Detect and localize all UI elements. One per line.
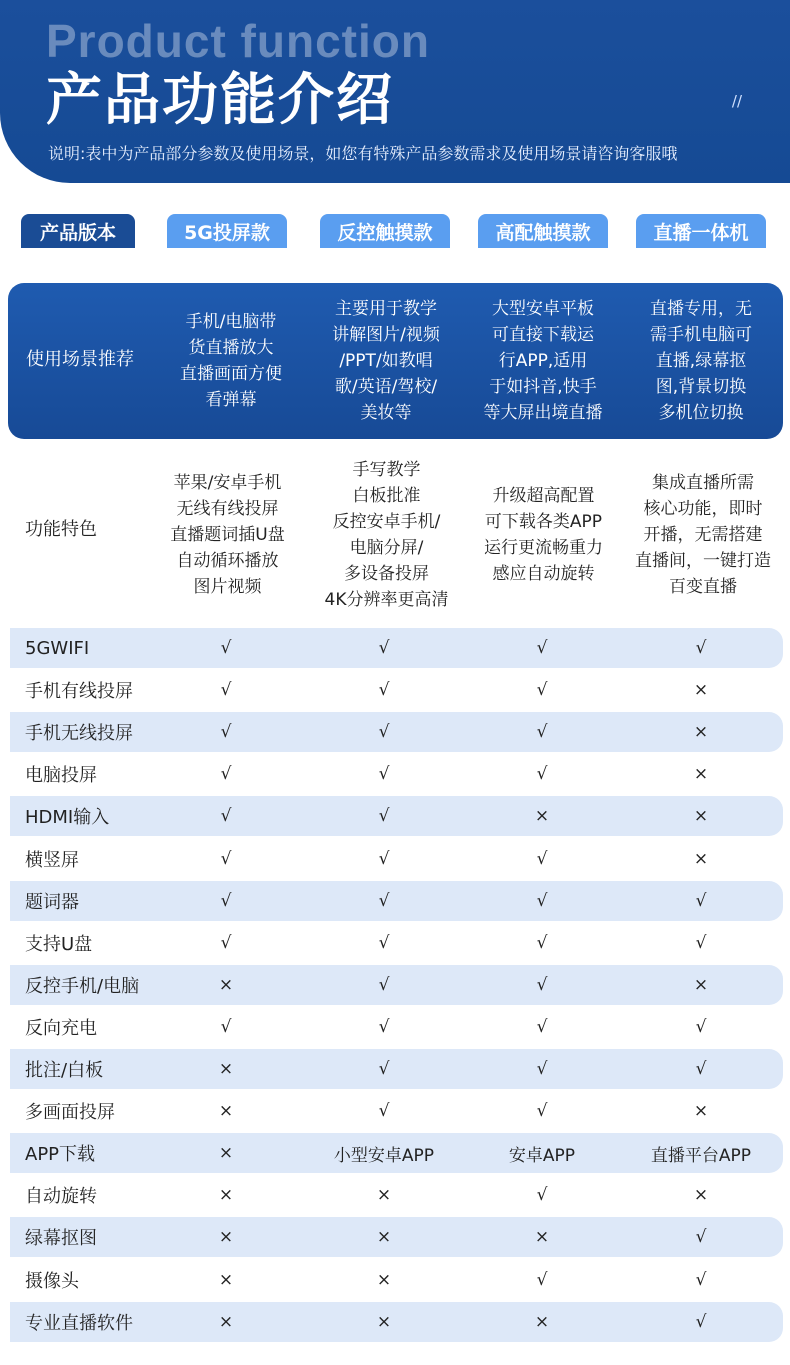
row-value-cell: √: [536, 848, 548, 869]
row-value-cell: ×: [218, 1185, 234, 1206]
table-row: [10, 1302, 783, 1342]
row-value-cell: √: [378, 890, 390, 911]
page-title: 产品功能介绍: [46, 68, 394, 133]
scenario-cell-5g: [156, 283, 306, 439]
text-line: 手写教学: [352, 460, 421, 480]
text-line: 直播间，一键打造: [635, 551, 771, 571]
table-row: [10, 881, 783, 921]
row-value-cell: ×: [693, 848, 709, 869]
row-feature-name: 反向充电: [25, 1017, 97, 1039]
table-row: [10, 1217, 783, 1257]
text-line: 反控安卓手机/: [332, 512, 441, 532]
text-line: 直播,绿幕抠: [655, 351, 747, 371]
tab-reverse-touch: [320, 214, 450, 248]
tab-label: 反控触摸款: [337, 221, 433, 244]
row-value-cell: ×: [534, 1311, 550, 1332]
row-value-cell: 安卓APP: [508, 1145, 576, 1166]
row-value-cell: √: [695, 638, 707, 658]
table-row: [10, 1175, 783, 1215]
row-value-cell: ×: [376, 1227, 392, 1248]
row-value-cell: ×: [218, 1227, 234, 1248]
row-feature-name: 自动旋转: [25, 1186, 97, 1208]
row-value-cell: √: [220, 932, 232, 953]
table-row: [10, 839, 783, 879]
text-line: 直播专用，无: [650, 299, 752, 319]
row-value-cell: √: [536, 680, 548, 701]
text-line: 看弹幕: [205, 390, 257, 410]
row-feature-name: 手机无线投屏: [25, 723, 133, 745]
row-value-cell: ×: [218, 1311, 234, 1332]
row-value-cell: √: [220, 722, 232, 743]
features-cell-live: [624, 455, 782, 615]
row-value-cell: ×: [218, 1269, 234, 1290]
row-feature-name: HDMI输入: [25, 807, 110, 829]
text-line: 美妆等: [360, 403, 412, 423]
table-row: [10, 670, 783, 710]
table-row: [10, 965, 783, 1005]
row-value-cell: ×: [376, 1269, 392, 1290]
tab-label: 产品版本: [39, 221, 116, 244]
row-value-cell: √: [220, 806, 232, 827]
text-line: 核心功能，即时: [643, 499, 763, 519]
tab-5g-cast: [167, 214, 287, 248]
text-line: 可直接下载运: [492, 325, 594, 345]
table-row: [10, 1049, 783, 1089]
row-value-cell: √: [378, 1059, 390, 1079]
row-value-cell: ×: [218, 1101, 234, 1122]
row-feature-name: 题词器: [25, 891, 79, 913]
row-value-cell: √: [378, 1016, 390, 1037]
row-feature-name: 多画面投屏: [25, 1102, 115, 1124]
row-value-cell: √: [378, 722, 390, 743]
tab-label: 高配触摸款: [495, 221, 591, 244]
text-line: 白板批准: [352, 486, 421, 506]
row-feature-name: 电脑投屏: [25, 765, 97, 787]
scenario-block: [8, 283, 783, 439]
tab-label: 直播一体机: [653, 221, 749, 244]
row-value-cell: ×: [218, 1143, 234, 1164]
row-value-cell: √: [220, 638, 232, 658]
row-value-cell: √: [695, 1227, 707, 1248]
text-line: 多机位切换: [658, 403, 744, 423]
row-feature-name: 手机有线投屏: [25, 681, 133, 703]
row-feature-name: 绿幕抠图: [25, 1228, 97, 1250]
scenario-cell-reverse: [311, 283, 461, 439]
row-value-cell: √: [695, 932, 707, 953]
table-row: [10, 754, 783, 794]
text-line: 4K分辨率更高清: [324, 590, 449, 610]
text-line: 直播画面方便: [180, 364, 282, 384]
tab-product-version: [21, 214, 135, 248]
row-value-cell: √: [695, 1269, 707, 1290]
text-line: 讲解图片/视频: [332, 325, 440, 345]
row-value-cell: √: [695, 1311, 707, 1332]
row-feature-name: 摄像头: [25, 1270, 79, 1292]
row-feature-name: APP下载: [25, 1144, 96, 1166]
table-row: [10, 1091, 783, 1131]
row-value-cell: √: [536, 764, 548, 785]
tab-live-aio: [636, 214, 766, 248]
features-cell-reverse: [309, 455, 464, 615]
table-row: [10, 712, 783, 752]
text-line: 行APP,适用: [498, 351, 588, 371]
row-value-cell: √: [378, 680, 390, 701]
text-line: 等大屏出境直播: [483, 403, 603, 423]
tab-label: 5G投屏款: [184, 221, 270, 244]
row-value-cell: ×: [534, 806, 550, 827]
row-value-cell: √: [378, 638, 390, 658]
row-value-cell: √: [378, 932, 390, 953]
header-note: 说明:表中为产品部分参数及使用场景，如您有特殊产品参数需求及使用场景请咨询客服哦: [48, 144, 678, 163]
row-value-cell: √: [695, 1059, 707, 1079]
row-value-cell: ×: [693, 1185, 709, 1206]
row-value-cell: √: [536, 974, 548, 995]
row-feature-name: 横竖屏: [25, 849, 79, 871]
row-value-cell: √: [220, 890, 232, 911]
features-label: 功能特色: [25, 519, 97, 540]
text-line: 升级超高配置: [492, 486, 595, 506]
table-row: [10, 1133, 783, 1173]
text-line: 直播题词插U盘: [170, 525, 285, 545]
text-line: 集成直播所需: [652, 473, 754, 493]
text-line: 主要用于教学: [335, 299, 437, 319]
header-bg-title: Product function: [46, 15, 430, 67]
row-value-cell: ×: [376, 1185, 392, 1206]
text-line: 图,背景切换: [655, 377, 747, 397]
row-value-cell: √: [536, 1101, 548, 1122]
scenario-cell-live: [626, 283, 776, 439]
row-value-cell: ×: [376, 1311, 392, 1332]
text-line: 货直播放大: [188, 338, 274, 358]
text-line: 歌/英语/驾校/: [334, 377, 438, 397]
row-value-cell: √: [695, 890, 707, 911]
table-row: [10, 628, 783, 668]
row-value-cell: ×: [693, 722, 709, 743]
row-feature-name: 专业直播软件: [25, 1312, 133, 1334]
row-value-cell: √: [378, 848, 390, 869]
row-value-cell: ×: [693, 1101, 709, 1122]
text-line: /PPT/如教唱: [339, 351, 433, 371]
row-value-cell: √: [378, 974, 390, 995]
row-value-cell: √: [536, 1269, 548, 1290]
text-line: 开播，无需搭建: [643, 525, 763, 545]
row-feature-name: 支持U盘: [25, 933, 93, 955]
table-row: [10, 923, 783, 963]
table-row: [10, 1260, 783, 1300]
row-value-cell: √: [536, 1185, 548, 1206]
text-line: 无线有线投屏: [176, 499, 279, 519]
text-line: 运行更流畅重力: [484, 538, 603, 558]
features-cell-5g: [150, 455, 305, 615]
row-value-cell: √: [220, 680, 232, 701]
row-value-cell: √: [378, 1101, 390, 1122]
row-value-cell: √: [220, 1016, 232, 1037]
scenario-label: 使用场景推荐: [26, 349, 134, 370]
text-line: 多设备投屏: [344, 564, 429, 584]
row-value-cell: 直播平台APP: [650, 1145, 752, 1166]
row-value-cell: √: [378, 806, 390, 827]
row-value-cell: √: [536, 932, 548, 953]
scenario-cell-high: [468, 283, 618, 439]
text-line: 感应自动旋转: [492, 564, 595, 584]
row-value-cell: √: [536, 1059, 548, 1079]
table-row: [10, 796, 783, 836]
row-value-cell: √: [220, 848, 232, 869]
row-value-cell: √: [536, 1016, 548, 1037]
row-value-cell: ×: [534, 1227, 550, 1248]
row-feature-name: 批注/白板: [25, 1060, 104, 1081]
tab-high-touch: [478, 214, 608, 248]
row-value-cell: √: [536, 638, 548, 658]
row-value-cell: ×: [218, 1059, 234, 1079]
text-line: 图片视频: [193, 577, 262, 597]
text-line: 手机/电脑带: [185, 312, 277, 332]
text-line: 苹果/安卓手机: [173, 473, 282, 493]
text-line: 可下载各类APP: [484, 512, 603, 532]
text-line: 百变直播: [669, 577, 737, 597]
row-value-cell: 小型安卓APP: [333, 1145, 435, 1166]
row-feature-name: 5GWIFI: [25, 637, 90, 659]
row-value-cell: √: [378, 764, 390, 785]
text-line: 于如抖音,快手: [489, 377, 597, 397]
header-banner: [0, 0, 790, 183]
text-line: 自动循环播放: [176, 551, 279, 571]
row-value-cell: √: [536, 722, 548, 743]
decorative-slash: //: [731, 92, 742, 110]
row-value-cell: √: [695, 1016, 707, 1037]
features-cell-high: [466, 455, 621, 615]
row-value-cell: ×: [693, 680, 709, 701]
text-line: 电脑分屏/: [349, 538, 424, 558]
row-value-cell: ×: [693, 806, 709, 827]
text-line: 大型安卓平板: [492, 299, 594, 319]
text-line: 需手机电脑可: [650, 325, 752, 345]
row-value-cell: √: [536, 890, 548, 911]
row-value-cell: ×: [693, 764, 709, 785]
row-feature-name: 反控手机/电脑: [25, 975, 140, 997]
version-tabs: [0, 214, 790, 250]
row-value-cell: ×: [693, 974, 709, 995]
row-value-cell: ×: [218, 974, 234, 995]
row-value-cell: √: [220, 764, 232, 785]
features-block: [0, 455, 790, 620]
table-row: [10, 1007, 783, 1047]
